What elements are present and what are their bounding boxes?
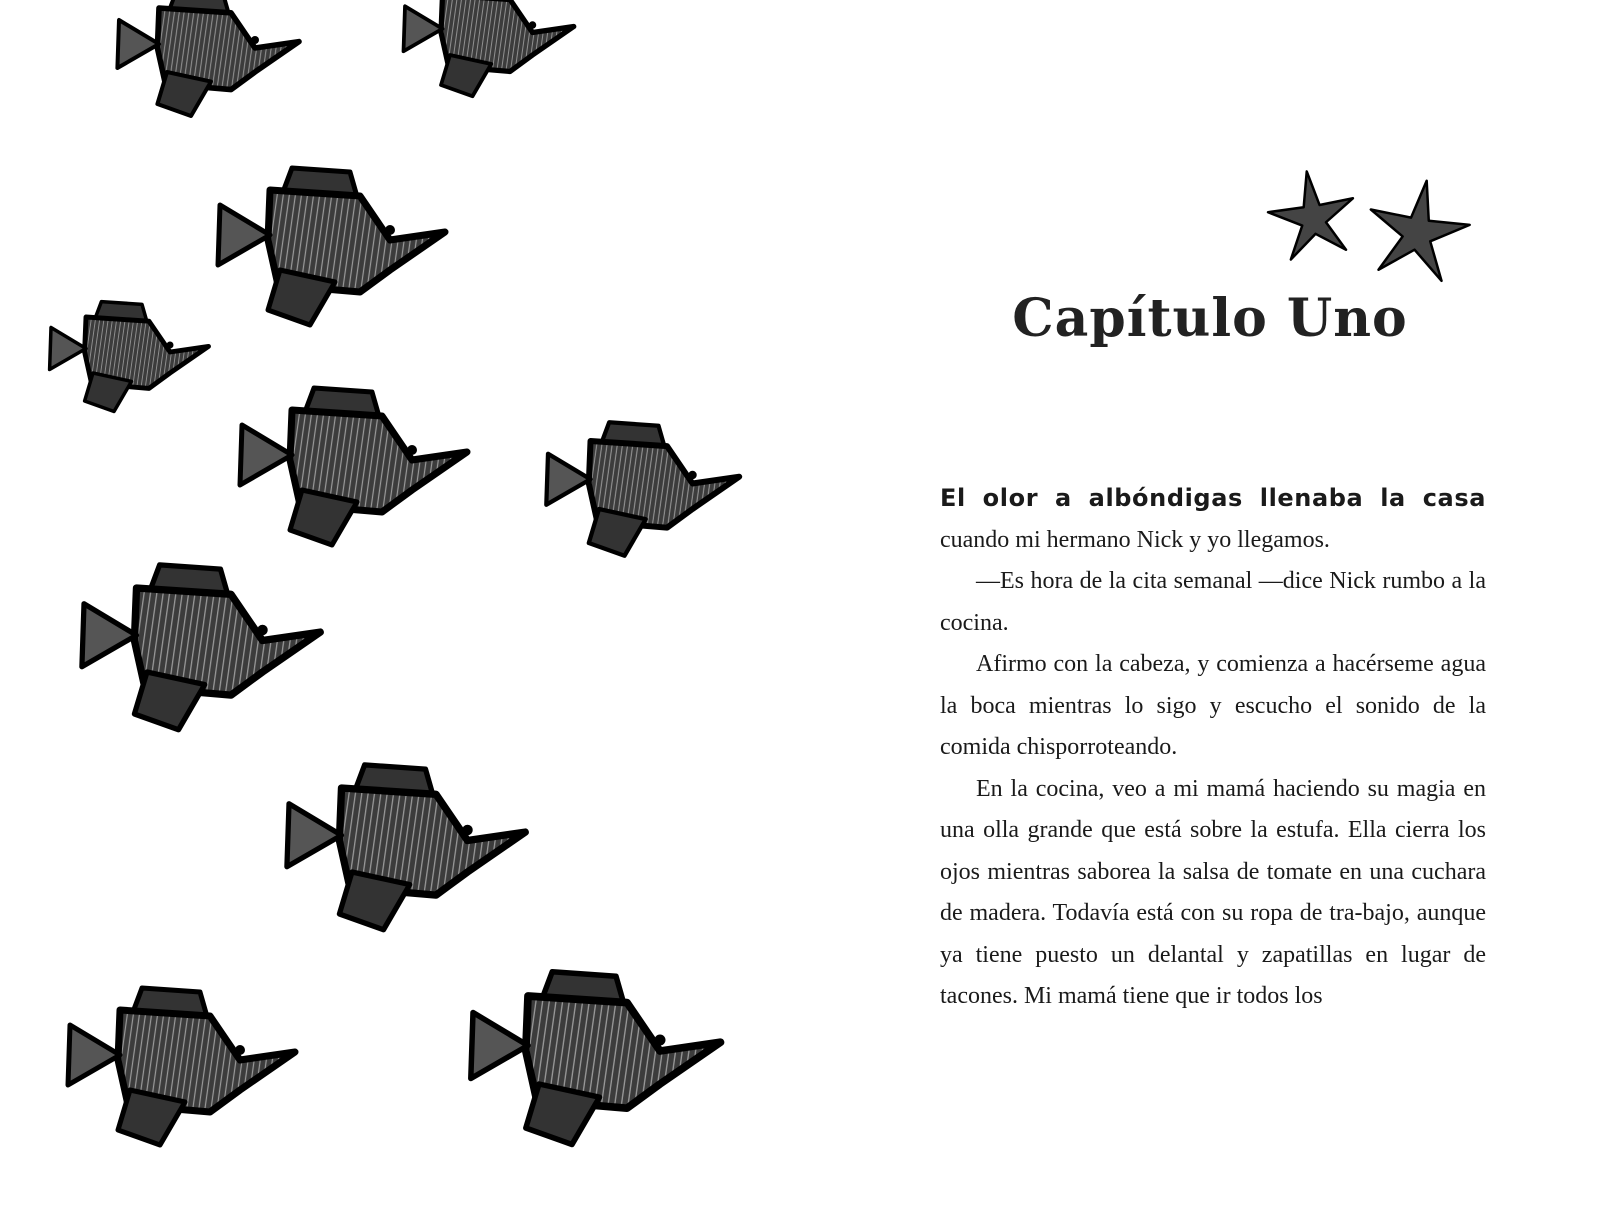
starfish-icon xyxy=(1263,168,1360,262)
paragraph: cuando mi hermano Nick y yo llegamos. xyxy=(940,526,1330,553)
chapter-body xyxy=(940,478,1486,1018)
starfish-icon xyxy=(1361,172,1476,284)
fish-icon xyxy=(471,972,721,1145)
fish-icon xyxy=(404,0,574,96)
starfish-ornament xyxy=(1258,168,1488,298)
paragraph: Afirmo con la cabeza, y comienza a hacérseme agua la boca mientras lo sigo y escucho el sonido de la comida chisporroteando. xyxy=(940,651,1486,760)
fish-icon xyxy=(117,0,299,116)
fish-icon xyxy=(68,988,295,1145)
fish-icon xyxy=(82,565,320,730)
fish-icon xyxy=(287,765,525,930)
fish-icon xyxy=(218,168,445,325)
fish-icon xyxy=(240,388,467,545)
chapter-title: Capítulo Uno xyxy=(1012,288,1408,349)
paragraph: —Es hora de la cita semanal —dice Nick rumbo a la cocina. xyxy=(940,568,1486,636)
fish-icon xyxy=(50,302,209,412)
chapter-lead: El olor a albóndigas llenaba la casa xyxy=(940,484,1486,512)
paragraph: En la cocina, veo a mi mamá haciendo su magia en una olla grande que está sobre la estufa. Ella cierra los ojos mientras saborea la salsa de tomate en una cuchara de madera. Todavía está con su ropa de tra-bajo, aunque ya tiene puesto un delantal y zapatillas en lugar de tacones. Mi mamá tiene que ir todos los xyxy=(940,775,1486,1009)
fish-icon xyxy=(546,422,739,555)
